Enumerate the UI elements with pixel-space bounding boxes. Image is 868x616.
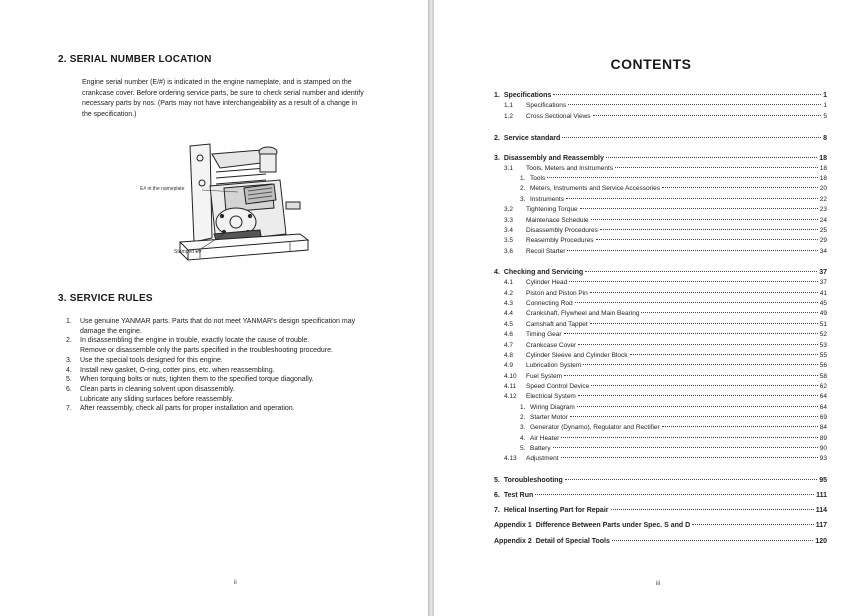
leader-dots xyxy=(575,302,818,303)
toc-entry xyxy=(504,164,827,174)
toc-entry-number: 4.2 xyxy=(504,290,514,297)
toc-entry-title: Checking and Servicing xyxy=(503,269,584,276)
toc-entry-label xyxy=(504,216,589,226)
toc-entry-title: Toroubleshooting xyxy=(503,477,563,484)
toc-entry-title: Recoil Starter xyxy=(526,248,566,255)
list-item-number: 6. xyxy=(66,385,72,393)
toc-entry-label xyxy=(504,164,613,174)
toc-entry-title: Difference Between Parts under Spec. S and D xyxy=(535,522,691,529)
toc-entry-label xyxy=(504,299,573,309)
toc-entry-title: Reasembly Procedures xyxy=(526,237,594,244)
list-item-line: In disassembling the engine in trouble, exactly locate the cause of trouble. xyxy=(80,337,310,345)
toc-entry-label xyxy=(520,174,545,184)
toc-entry-title: Wiring Diagram xyxy=(530,404,575,411)
toc-entry xyxy=(520,444,827,454)
toc-entry-number: 4. xyxy=(494,269,500,276)
toc-entry-page: 18 xyxy=(819,155,827,162)
toc-entry-title: Specifications xyxy=(526,102,567,109)
toc-entry-number: 1.2 xyxy=(504,113,514,120)
list-item-number: 5. xyxy=(66,376,72,384)
toc-entry-title: Instruments xyxy=(530,196,564,203)
leader-dots xyxy=(577,406,818,407)
section-2-heading: 2. SERIAL NUMBER LOCATION xyxy=(58,54,212,65)
toc-entry-page: 84 xyxy=(819,424,827,431)
toc-entry-page: 34 xyxy=(819,248,827,255)
toc-entry-page: 62 xyxy=(819,383,827,390)
toc-entry-label xyxy=(494,476,563,486)
section-3-heading: 3. SERVICE RULES xyxy=(58,293,153,304)
toc-entry xyxy=(504,372,827,382)
list-item xyxy=(66,366,426,376)
toc-entry-label xyxy=(504,372,562,382)
list-item-number: 1. xyxy=(66,318,72,325)
toc-entry xyxy=(504,289,827,299)
toc-entry xyxy=(494,537,827,547)
list-item-line: damage the engine. xyxy=(80,327,142,335)
toc-entry xyxy=(494,476,827,486)
toc-entry-page: 20 xyxy=(819,185,827,192)
toc-entry xyxy=(504,341,827,351)
toc-entry-page: 95 xyxy=(819,477,827,484)
leader-dots xyxy=(578,395,818,396)
toc-entry-number: 4.3 xyxy=(504,300,514,307)
toc-entry-page: 89 xyxy=(819,435,827,442)
leader-dots xyxy=(692,524,814,525)
toc-entry-label xyxy=(504,341,576,351)
toc-entry-number: 3. xyxy=(520,424,526,431)
leader-dots xyxy=(567,250,817,251)
toc-entry-number: 3. xyxy=(494,155,500,162)
leader-dots xyxy=(590,323,818,324)
toc-entry xyxy=(504,330,827,340)
toc-entry-number: 4.1 xyxy=(504,279,514,286)
toc-entry-title: Cross Sectional Views xyxy=(526,113,591,120)
page-number: iii xyxy=(656,581,660,587)
toc-entry-number: 4.5 xyxy=(504,321,514,328)
toc-entry-title: Air Heater xyxy=(530,435,560,442)
toc-entry-number: 6. xyxy=(494,492,500,499)
toc-entry-number: 2. xyxy=(494,135,500,142)
leader-dots xyxy=(580,208,818,209)
toc-entry-page: 69 xyxy=(819,414,827,421)
toc-entry-label xyxy=(520,403,575,413)
toc-entry-number: 4.7 xyxy=(504,342,514,349)
leader-dots xyxy=(641,312,817,313)
toc-entry-number: Appendix 1 xyxy=(494,522,532,529)
leader-dots xyxy=(612,540,813,541)
toc-entry xyxy=(494,506,827,516)
toc-entry xyxy=(494,154,827,164)
toc-entry xyxy=(504,226,827,236)
serial-number-paragraph xyxy=(82,78,427,120)
leader-dots xyxy=(583,364,817,365)
toc-entry-label xyxy=(520,434,559,444)
toc-entry xyxy=(494,268,827,278)
toc-entry-label xyxy=(520,184,660,194)
toc-entry-title: Tools, Meters and Instruments xyxy=(526,165,614,172)
toc-entry-number: 4.9 xyxy=(504,362,514,369)
toc-entry-label xyxy=(494,154,604,164)
toc-entry xyxy=(504,309,827,319)
toc-entry-page: 23 xyxy=(819,206,827,213)
list-item-number: 3. xyxy=(66,356,72,364)
paragraph-line: the specification.) xyxy=(82,110,137,118)
leader-dots xyxy=(568,104,821,105)
toc-entry-page: 51 xyxy=(819,321,827,328)
toc-entry-label xyxy=(504,289,588,299)
list-item-number: 2. xyxy=(66,337,72,345)
toc-entry-label xyxy=(504,309,639,319)
toc-entry-title: Electrical System xyxy=(526,393,576,400)
toc-entry-title: Speed Control Device xyxy=(526,383,590,390)
toc-entry xyxy=(504,299,827,309)
toc-entry-label xyxy=(504,205,578,215)
toc-entry xyxy=(494,91,827,101)
toc-entry-label xyxy=(494,491,533,501)
toc-entry-number: 1.1 xyxy=(504,102,514,109)
toc-entry-title: Maintenace Schedule xyxy=(526,217,589,224)
toc-entry xyxy=(520,403,827,413)
toc-entry-label xyxy=(504,236,594,246)
toc-entry-page: 58 xyxy=(819,373,827,380)
toc-entry-page: 37 xyxy=(819,279,827,286)
list-item-line: Lubricate any sliding surfaces before reassembly. xyxy=(80,395,234,403)
leader-dots xyxy=(553,447,818,448)
toc-entry-page: 5 xyxy=(823,113,827,120)
contents-title: CONTENTS xyxy=(610,56,692,72)
leader-dots xyxy=(553,94,821,95)
leader-dots xyxy=(611,509,814,510)
leader-dots xyxy=(547,177,818,178)
toc-entry-label xyxy=(520,195,564,205)
toc-entry-number: 4.8 xyxy=(504,352,514,359)
toc-entry-number: 2. xyxy=(520,414,526,421)
toc-entry-page: 29 xyxy=(819,237,827,244)
stamped-label: Stamped E# xyxy=(174,249,202,255)
list-item-number: 4. xyxy=(66,366,72,374)
page-number: ii xyxy=(234,580,237,586)
leader-dots xyxy=(596,239,818,240)
toc-entry-label xyxy=(504,392,576,402)
leader-dots xyxy=(578,344,818,345)
toc-entry-page: 111 xyxy=(816,492,827,499)
toc-entry xyxy=(504,236,827,246)
toc-entry-page: 22 xyxy=(819,196,827,203)
toc-entry-number: 4.12 xyxy=(504,393,517,400)
toc-entry xyxy=(520,413,827,423)
toc-entry-number: 1. xyxy=(520,404,526,411)
toc-entry-label xyxy=(504,101,566,111)
toc-entry xyxy=(504,247,827,257)
toc-entry-number: 4. xyxy=(520,435,526,442)
leader-dots xyxy=(662,187,818,188)
toc-entry-number: 3.4 xyxy=(504,227,514,234)
toc-entry-title: Battery xyxy=(530,445,551,452)
leader-dots xyxy=(615,167,818,168)
toc-entry-page: 56 xyxy=(819,362,827,369)
leader-dots xyxy=(561,457,818,458)
toc-entry xyxy=(520,434,827,444)
toc-entry xyxy=(504,278,827,288)
list-item xyxy=(66,375,426,385)
list-item xyxy=(66,356,426,366)
toc-entry-title: Specifications xyxy=(503,92,552,99)
toc-entry-title: Meters, Instruments and Service Accessories xyxy=(530,185,661,192)
toc-entry xyxy=(520,184,827,194)
toc-entry-label xyxy=(494,268,583,278)
toc-entry-page: 55 xyxy=(819,352,827,359)
toc-entry-number: 3.2 xyxy=(504,206,514,213)
list-item-number: 7. xyxy=(66,405,72,413)
leader-dots xyxy=(561,437,818,438)
toc-entry-label xyxy=(494,537,610,547)
leader-dots xyxy=(570,416,818,417)
toc-entry-label xyxy=(504,320,588,330)
toc-entry-title: Tightening Torque xyxy=(526,206,578,213)
list-item xyxy=(66,404,426,414)
toc-entry-page: 24 xyxy=(819,217,827,224)
toc-entry-page: 45 xyxy=(819,300,827,307)
toc-entry xyxy=(504,351,827,361)
list-item-line: When torquing bolts or nuts, tighten them to the specified torque diagonally. xyxy=(80,376,314,384)
toc-entry-label xyxy=(520,444,551,454)
toc-entry-page: 18 xyxy=(819,165,827,172)
toc-entry-page: 53 xyxy=(819,342,827,349)
toc-entry-page: 64 xyxy=(819,393,827,400)
toc-entry-title: Generator (Dynamo), Regulator and Rectifier xyxy=(530,424,660,431)
toc-entry-title: Disassembly and Reassembly xyxy=(503,155,604,162)
toc-entry xyxy=(504,112,827,122)
toc-entry-title: Detail of Special Tools xyxy=(535,538,610,545)
paragraph-line: crankcase cover. Before ordering service parts, be sure to check serial number and identify xyxy=(82,89,364,97)
toc-entry-label xyxy=(520,423,660,433)
toc-entry-number: 3.6 xyxy=(504,248,514,255)
toc-entry xyxy=(494,521,827,531)
toc-entry xyxy=(520,195,827,205)
toc-entry-number: 1. xyxy=(494,92,500,99)
toc-entry-title: Fuel System xyxy=(526,373,563,380)
toc-entry-title: Timing Gear xyxy=(526,331,562,338)
leader-dots xyxy=(630,354,818,355)
list-item xyxy=(66,317,426,336)
toc-entry-title: Test Run xyxy=(503,492,534,499)
toc-entry-page: 41 xyxy=(819,290,827,297)
toc-entry-title: Cylinder Head xyxy=(526,279,568,286)
toc-entry-title: Helical Inserting Part for Repair xyxy=(503,507,609,514)
toc-entry xyxy=(494,491,827,501)
paragraph-line: necessary parts by nos. (Parts may not have interchangeability as a result of a change in xyxy=(82,100,358,107)
leader-dots xyxy=(585,271,817,272)
leader-dots xyxy=(564,375,818,376)
list-item-line: Remove or disassemble only the parts specified in the troubleshooting procedure. xyxy=(80,347,333,355)
nameplate-label: E# in the nameplate xyxy=(140,186,185,192)
toc-entry-label xyxy=(494,521,690,531)
list-item-line: Clean parts in cleaning solvent upon disassembly. xyxy=(80,385,235,393)
toc-entry-label xyxy=(504,330,562,340)
toc-entry-page: 49 xyxy=(819,310,827,317)
leader-dots xyxy=(591,385,818,386)
leader-dots xyxy=(562,137,821,138)
toc-entry-title: Piston and Piston Pin xyxy=(526,290,588,297)
toc-entry-number: 3.5 xyxy=(504,237,514,244)
toc-entry-label xyxy=(504,112,591,122)
toc-entry-title: Service standard xyxy=(503,135,561,142)
toc-entry-number: 3.3 xyxy=(504,217,514,224)
toc-entry xyxy=(504,216,827,226)
toc-entry-number: 3. xyxy=(520,196,526,203)
toc-entry-page: 114 xyxy=(815,507,827,514)
toc-entry-number: 3.1 xyxy=(504,165,514,172)
toc-entry-page: 93 xyxy=(819,455,827,462)
toc-entry-number: Appendix 2 xyxy=(494,538,532,545)
toc-entry-title: Crankcase Cover xyxy=(526,342,577,349)
toc-entry xyxy=(494,134,827,144)
toc-entry-title: Disassembly Procedures xyxy=(526,227,598,234)
toc-entry xyxy=(520,423,827,433)
leader-dots xyxy=(600,229,818,230)
toc-entry-number: 4.10 xyxy=(504,373,517,380)
toc-entry-label xyxy=(504,351,628,361)
leader-dots xyxy=(591,219,818,220)
list-item xyxy=(66,336,426,355)
toc-entry-label xyxy=(494,91,551,101)
toc-entry-title: Starter Motor xyxy=(530,414,568,421)
toc-entry-title: Tools xyxy=(530,175,546,182)
toc-entry-page: 1 xyxy=(823,102,827,109)
list-item-line: After reassembly, check all parts for proper installation and operation. xyxy=(80,405,295,413)
toc-entry xyxy=(504,205,827,215)
toc-entry-title: Cylinder Sleeve and Cylinder Block xyxy=(526,352,628,359)
toc-entry-title: Crankshaft, Flywheel and Main Bearing xyxy=(526,310,640,317)
toc-entry-page: 1 xyxy=(823,92,827,99)
toc-entry-page: 90 xyxy=(819,445,827,452)
toc-entry-label xyxy=(504,454,559,464)
toc-entry-page: 117 xyxy=(815,522,827,529)
toc-entry-label xyxy=(504,278,567,288)
toc-entry-number: 1. xyxy=(520,175,526,182)
leader-dots xyxy=(566,198,818,199)
toc-entry-label xyxy=(494,506,609,516)
toc-entry xyxy=(504,392,827,402)
left-page xyxy=(0,0,428,616)
toc-entry-page: 25 xyxy=(819,227,827,234)
toc-entry-page: 37 xyxy=(819,269,827,276)
toc-entry xyxy=(504,382,827,392)
leader-dots xyxy=(535,494,814,495)
leader-dots xyxy=(565,479,817,480)
toc-entry-number: 2. xyxy=(520,185,526,192)
toc-entry-number: 4.4 xyxy=(504,310,514,317)
leader-dots xyxy=(590,292,818,293)
toc-entry-page: 64 xyxy=(819,404,827,411)
toc-entry xyxy=(504,101,827,111)
leader-dots xyxy=(569,281,818,282)
toc-entry-label xyxy=(504,247,565,257)
toc-entry-title: Connecting Rod xyxy=(526,300,573,307)
toc-entry-page: 8 xyxy=(823,135,827,142)
leader-dots xyxy=(564,333,818,334)
toc-entry xyxy=(504,320,827,330)
engine-drawing xyxy=(140,138,320,268)
toc-entry-number: 5. xyxy=(520,445,526,452)
toc-entry xyxy=(520,174,827,184)
toc-entry xyxy=(504,361,827,371)
list-item-line: Use the special tools designed for this engine. xyxy=(80,356,223,364)
toc-entry-label xyxy=(504,382,589,392)
toc-entry-number: 4.6 xyxy=(504,331,514,338)
toc-entry-number: 4.11 xyxy=(504,383,517,390)
leader-dots xyxy=(606,157,817,158)
toc-entry-title: Camshaft and Tappet xyxy=(526,321,588,328)
list-item-line: Use genuine YANMAR parts. Parts that do not meet YANMAR's design specification may xyxy=(80,318,356,325)
leader-dots xyxy=(593,115,822,116)
toc-entry-title: Adjustment xyxy=(526,455,559,462)
engine-illustration xyxy=(140,138,320,268)
leader-dots xyxy=(662,426,818,427)
toc-entry xyxy=(504,454,827,464)
toc-entry-title: Lubrication System xyxy=(526,362,582,369)
toc-entry-page: 18 xyxy=(819,175,827,182)
toc-entry-page: 120 xyxy=(815,538,827,545)
list-item-line: Install new gasket, O-ring, cotter pins, etc. when reassembling. xyxy=(80,366,275,374)
toc-entry-page: 52 xyxy=(819,331,827,338)
toc-entry-label xyxy=(504,226,598,236)
toc-entry-number: 5. xyxy=(494,477,500,484)
list-item xyxy=(66,385,426,404)
toc-entry-label xyxy=(504,361,581,371)
toc-entry-number: 4.13 xyxy=(504,455,517,462)
toc-entry-label xyxy=(520,413,568,423)
service-rules-list xyxy=(66,317,426,414)
paragraph-line: Engine serial number (E/#) is indicated in the engine nameplate, and is stamped on the xyxy=(82,79,352,86)
toc-entry-number: 7. xyxy=(494,507,500,514)
toc-entry-label xyxy=(494,134,560,144)
